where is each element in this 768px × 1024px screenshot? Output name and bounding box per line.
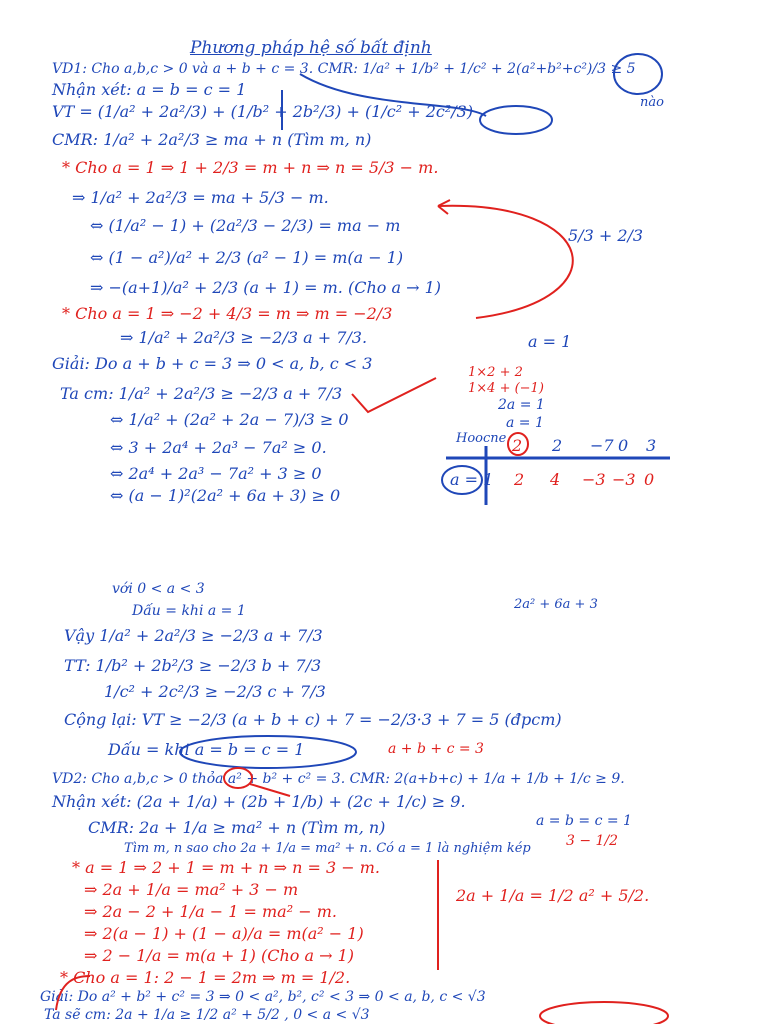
solution-line-2-1: Giải: Do a² + b² + c² = 3 ⇒ 0 < a², b², c² < 3 ⇒ 0 < a, b, c < √3 [40,989,486,1005]
horner-bottom-cell: −3 [582,470,606,489]
observation-line-2: Nhận xét: (2a + 1/a) + (2b + 1/b) + (2c + 1/c) ≥ 9. [52,792,466,811]
circle-mark [442,466,482,494]
side-note-horner-calc-1: 1×2 + 2 [468,365,523,380]
horner-bottom-cell: 4 [550,470,561,489]
side-note-nao: nào [640,95,664,110]
derivation-line-2-2: ⇒ 2a − 2 + 1/a − 1 = ma² − m. [84,902,337,921]
side-note-horner-calc-2: 1×4 + (−1) [468,381,544,396]
derivation-line-2-3: ⇒ 2(a − 1) + (1 − a)/a = m(a² − 1) [84,924,364,943]
solution-line-5: ⇔ 2a⁴ + 2a³ − 7a² + 3 ≥ 0 [110,464,322,483]
check-mark [352,378,436,412]
horner-top-cell: 3 [646,436,657,455]
circle-mark [508,433,528,455]
horner-top-cell: 0 [618,436,629,455]
similar-c-line: 1/c² + 2c²/3 ≥ −2/3 c + 7/3 [104,682,326,701]
step-find-m-line-2: * Cho a = 1: 2 − 1 = 2m ⇒ m = 1/2. [60,968,351,987]
side-note-horner-label: Hoocne [456,431,507,446]
side-note-a-1: a = 1 [506,415,544,431]
resulting-inequality-line: ⇒ 1/a² + 2a²/3 ≥ −2/3 a + 7/3. [120,328,368,347]
page-1-ink-marks [0,0,768,505]
sum-line: Cộng lại: VT ≥ −2/3 (a + b + c) + 7 = −2/3·3 + 7 = 5 (đpcm) [64,710,562,729]
link-arrow [250,784,290,796]
circle-mark [224,768,252,788]
horner-bottom-cell: 2 [514,470,525,489]
equality-final-line: Dấu = khi a = b = c = 1 [108,740,305,759]
claim-line: CMR: 1/a² + 2a²/3 ≥ ma + n (Tìm m, n) [52,130,372,149]
similar-b-line: TT: 1/b² + 2b²/3 ≥ −2/3 b + 7/3 [64,656,322,675]
side-note-equality: a = b = c = 1 [536,813,632,829]
horner-row-label: a = 1 [450,470,494,489]
circle-mark [540,1002,668,1024]
solution-line-6: ⇔ (a − 1)²(2a² + 6a + 3) ≥ 0 [110,486,341,505]
derivation-line-3: ⇔ (1 − a²)/a² + 2/3 (a² − 1) = m(a − 1) [90,248,404,267]
circle-mark [480,106,552,134]
problem-1-statement: VD1: Cho a,b,c > 0 và a + b + c = 3. CMR: 1/a² + 1/b² + 1/c² + 2(a²+b²+c²)/3 ≥ 5 [52,61,636,77]
conclusion-line: Vậy 1/a² + 2a²/3 ≥ −2/3 a + 7/3 [64,626,323,645]
horner-top-cell: 2 [512,436,523,455]
step-find-m-line: * Cho a = 1 ⇒ −2 + 4/3 = m ⇒ m = −2/3 [62,304,393,323]
side-note-fraction-sum: 5/3 + 2/3 [568,226,644,245]
equality-case-line: Dấu = khi a = 1 [132,603,246,619]
problem-2-statement: VD2: Cho a,b,c > 0 thỏa a² + b² + c² = 3. CMR: 2(a+b+c) + 1/a + 1/b + 1/c ≥ 9. [52,771,625,787]
solution-line-4: ⇔ 3 + 2a⁴ + 2a³ − 7a² ≥ 0. [110,438,327,457]
find-mn-line: Tìm m, n sao cho 2a + 1/a = ma² + n. Có a = 1 là nghiệm kép [124,841,531,856]
link-arrow [300,74,486,116]
side-note-a-equals-1: a = 1 [528,332,572,351]
derivation-line-2: ⇔ (1/a² − 1) + (2a²/3 − 2/3) = ma − m [90,216,401,235]
solution-line-1: Giải: Do a + b + c = 3 ⇒ 0 < a, b, c < 3 [52,354,373,373]
derivation-line-2-4: ⇒ 2 − 1/a = m(a + 1) (Cho a → 1) [84,946,355,965]
horner-top-cell: 2 [552,436,563,455]
horner-bottom-cell: 0 [644,470,655,489]
solution-line-2: Ta cm: 1/a² + 2a²/3 ≥ −2/3 a + 7/3 [60,384,343,403]
page-title: Phương pháp hệ số bất định [190,38,432,58]
side-note-result: 2a + 1/a = 1/2 a² + 5/2. [456,886,650,905]
side-note-sum-condition: a + b + c = 3 [388,741,484,757]
observation-line: Nhận xét: a = b = c = 1 [52,80,247,99]
curved-arrow [56,976,90,1010]
horner-top-cell: −7 [590,436,614,455]
side-note-three-minus-half: 3 − 1/2 [566,833,619,849]
horner-bottom-cell: −3 [612,470,636,489]
derivation-line-1: ⇒ 1/a² + 2a²/3 = ma + 5/3 − m. [72,188,329,207]
page-gap [0,505,768,570]
arrow-head [438,200,450,214]
circle-mark [180,736,356,768]
side-note-quadratic-factor: 2a² + 6a + 3 [514,597,598,612]
step-a1-line: * Cho a = 1 ⇒ 1 + 2/3 = m + n ⇒ n = 5/3 − m. [62,158,439,177]
notes-page-2 [0,570,768,1024]
condition-line: với 0 < a < 3 [112,581,205,597]
solution-line-3: ⇔ 1/a² + (2a² + 2a − 7)/3 ≥ 0 [110,410,349,429]
page-2-ink-marks [0,570,768,1024]
circle-mark [614,54,662,94]
lhs-grouping-line: VT = (1/a² + 2a²/3) + (1/b² + 2b²/3) + (1/c² + 2c²/3) [52,102,474,121]
derivation-line-4: ⇒ −(a+1)/a² + 2/3 (a + 1) = m. (Cho a → 1) [90,278,442,297]
derivation-line-2-1: ⇒ 2a + 1/a = ma² + 3 − m [84,880,299,899]
solution-line-2-2: Ta sẽ cm: 2a + 1/a ≥ 1/2 a² + 5/2 , 0 < a < √3 [44,1007,370,1023]
claim-line-2: CMR: 2a + 1/a ≥ ma² + n (Tìm m, n) [88,818,386,837]
notes-page-1 [0,0,768,505]
curved-arrow [438,206,573,318]
step-a1-line-2: * a = 1 ⇒ 2 + 1 = m + n ⇒ n = 3 − m. [72,858,381,877]
side-note-2a-1: 2a = 1 [498,397,545,413]
